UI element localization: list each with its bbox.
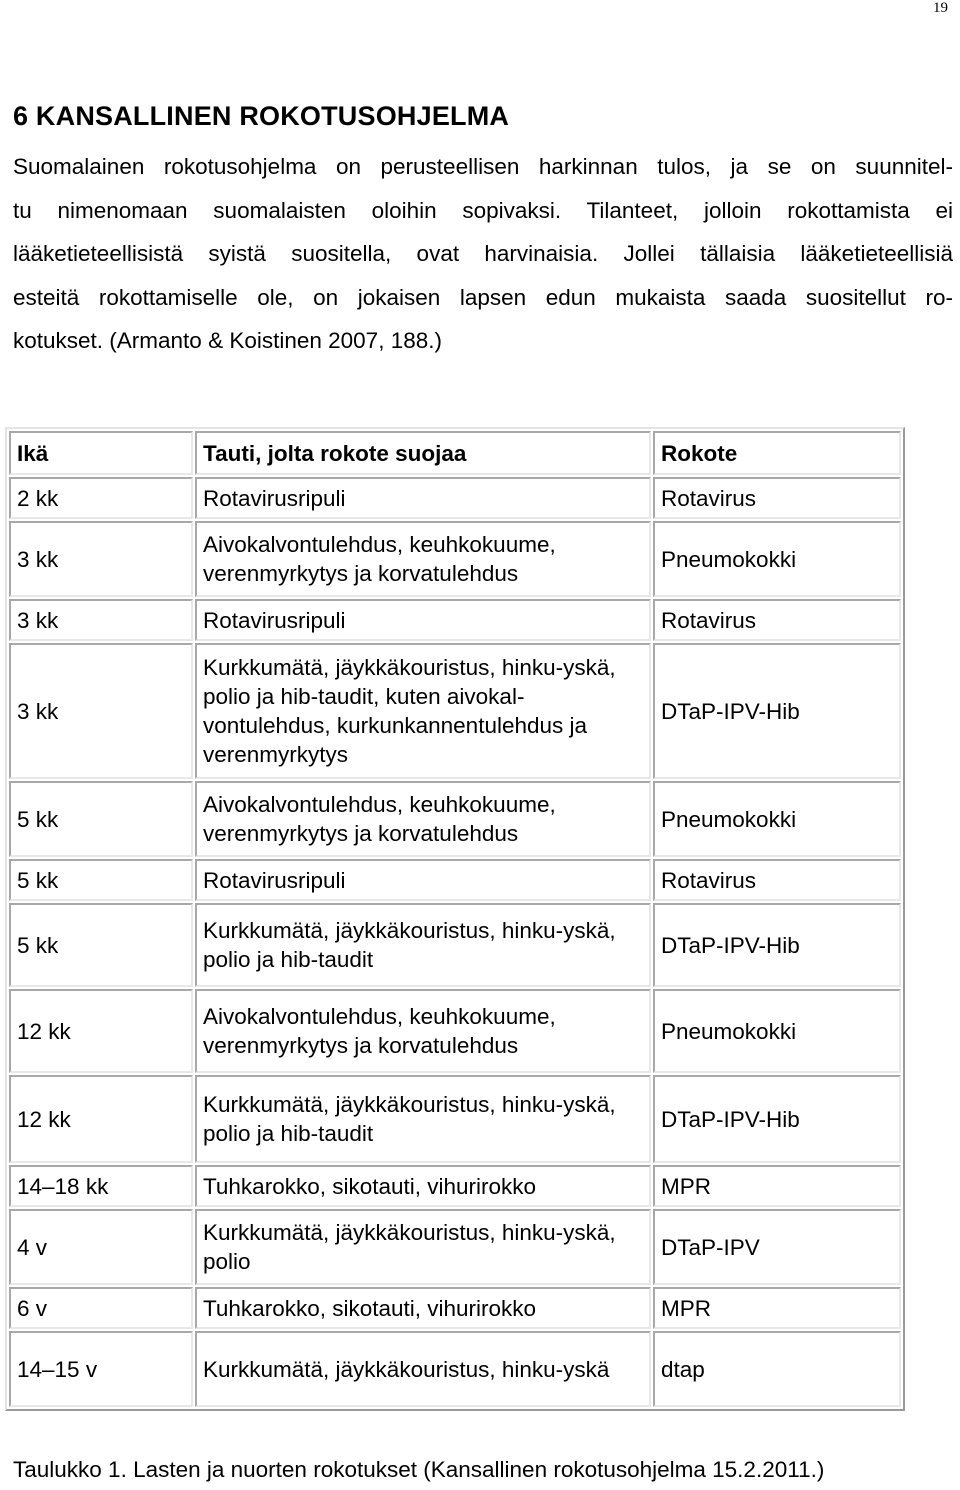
paragraph-line: kotukset. (Armanto & Koistinen 2007, 188.) (13, 328, 442, 354)
table-row (9, 1287, 901, 1329)
age-cell: 5 kk (9, 781, 193, 857)
section-heading: 6 KANSALLINEN ROKOTUSOHJELMA (13, 101, 510, 131)
disease-cell: Aivokalvontulehdus, keuhkokuume, verenmyrkytys ja korvatulehdus (195, 521, 651, 597)
table-caption: Taulukko 1. Lasten ja nuorten rokotukset (Kansallinen rokotusohjelma 15.2.2011.) (13, 1457, 825, 1482)
age-cell: 3 kk (9, 643, 193, 779)
age-cell: 5 kk (9, 859, 193, 901)
age-cell: 14–18 kk (9, 1165, 193, 1207)
paragraph-line: Suomalainen rokotusohjelma on perusteellisen harkinnan tulos, ja se on suunnitel- (13, 154, 953, 179)
vaccine-cell: DTaP-IPV (653, 1209, 901, 1285)
table-row (9, 1075, 901, 1163)
paragraph-line: lääketieteellisistä syistä suositella, ovat harvinaisia. Jollei tällaisia lääketieteellisiä (13, 241, 953, 267)
vaccine-cell: Pneumokokki (653, 781, 901, 857)
table-row (9, 1165, 901, 1207)
paragraph-line: tu nimenomaan suomalaisten oloihin sopivaksi. Tilanteet, jolloin rokottamista ei (13, 197, 953, 223)
vaccine-cell: dtap (653, 1331, 901, 1407)
vaccine-cell: MPR (653, 1165, 901, 1207)
disease-cell: Kurkkumätä, jäykkäkouristus, hinku-yskä, polio ja hib-taudit (195, 903, 651, 987)
table-body (9, 477, 901, 1407)
header-disease: Tauti, jolta rokote suojaa (195, 431, 651, 475)
paragraph-line: esteitä rokottamiselle ole, on jokaisen lapsen edun mukaista saada suositellut ro- (13, 284, 953, 310)
age-cell: 6 v (9, 1287, 193, 1329)
table-row (9, 599, 901, 641)
disease-cell: Tuhkarokko, sikotauti, vihurirokko (195, 1287, 651, 1329)
table-row (9, 521, 901, 597)
disease-cell: Rotavirusripuli (195, 477, 651, 519)
page-number: 19 (933, 0, 948, 16)
intro-paragraph (13, 145, 953, 363)
vaccine-cell: Pneumokokki (653, 521, 901, 597)
table-header-row (9, 431, 901, 475)
vaccine-cell: Rotavirus (653, 599, 901, 641)
vaccine-cell: MPR (653, 1287, 901, 1329)
age-cell: 3 kk (9, 599, 193, 641)
header-vaccine: Rokote (653, 431, 901, 475)
vaccine-cell: DTaP-IPV-Hib (653, 903, 901, 987)
disease-cell: Kurkkumätä, jäykkäkouristus, hinku-yskä, polio ja hib-taudit (195, 1075, 651, 1163)
age-cell: 3 kk (9, 521, 193, 597)
vaccine-cell: DTaP-IPV-Hib (653, 643, 901, 779)
vaccine-cell: DTaP-IPV-Hib (653, 1075, 901, 1163)
age-cell: 2 kk (9, 477, 193, 519)
disease-cell: Aivokalvontulehdus, keuhkokuume, verenmyrkytys ja korvatulehdus (195, 989, 651, 1073)
age-cell: 4 v (9, 1209, 193, 1285)
disease-cell: Rotavirusripuli (195, 599, 651, 641)
table-row (9, 989, 901, 1073)
disease-cell: Kurkkumätä, jäykkäkouristus, hinku-yskä, polio ja hib-taudit, kuten aivokal-vontulehdus, kurkunkannentulehdus ja verenmyrkytys (195, 643, 651, 779)
age-cell: 12 kk (9, 1075, 193, 1163)
vaccine-cell: Rotavirus (653, 477, 901, 519)
table-row (9, 1331, 901, 1407)
table-row (9, 859, 901, 901)
disease-cell: Kurkkumätä, jäykkäkouristus, hinku-yskä (195, 1331, 651, 1407)
table-row (9, 477, 901, 519)
table-row (9, 643, 901, 779)
disease-cell: Aivokalvontulehdus, keuhkokuume, verenmyrkytys ja korvatulehdus (195, 781, 651, 857)
vaccination-table (5, 427, 905, 1411)
header-age: Ikä (9, 431, 193, 475)
disease-cell: Rotavirusripuli (195, 859, 651, 901)
age-cell: 5 kk (9, 903, 193, 987)
table-row (9, 781, 901, 857)
table-row (9, 903, 901, 987)
vaccine-cell: Rotavirus (653, 859, 901, 901)
disease-cell: Kurkkumätä, jäykkäkouristus, hinku-yskä, polio (195, 1209, 651, 1285)
age-cell: 14–15 v (9, 1331, 193, 1407)
table-row (9, 1209, 901, 1285)
age-cell: 12 kk (9, 989, 193, 1073)
disease-cell: Tuhkarokko, sikotauti, vihurirokko (195, 1165, 651, 1207)
vaccine-cell: Pneumokokki (653, 989, 901, 1073)
